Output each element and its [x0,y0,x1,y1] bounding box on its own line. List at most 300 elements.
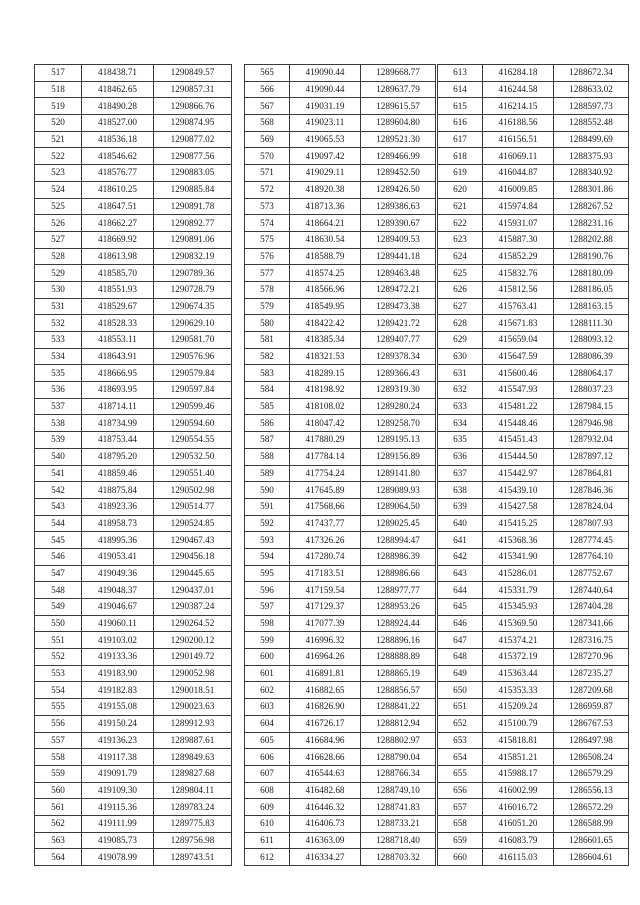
point-number: 577 [245,265,290,282]
table-row [245,98,436,115]
y-coordinate: 1288597.73 [554,98,629,115]
x-coordinate: 416684.96 [290,732,361,749]
table-row [438,65,629,82]
x-coordinate: 418198.92 [290,382,361,399]
table-row [35,332,232,349]
point-number: 660 [438,849,483,866]
y-coordinate: 1286604.61 [554,849,629,866]
y-coordinate: 1288340.92 [554,165,629,182]
x-coordinate: 419065.53 [290,131,361,148]
y-coordinate: 1286556.13 [554,782,629,799]
y-coordinate: 1287764.10 [554,548,629,565]
y-coordinate: 1290874.95 [154,115,232,132]
point-number: 556 [35,715,82,732]
y-coordinate: 1290554.55 [154,432,232,449]
table-row [245,65,436,82]
table-row [438,398,629,415]
x-coordinate: 418462.65 [82,81,154,98]
point-number: 620 [438,181,483,198]
x-coordinate: 416188.56 [483,115,554,132]
x-coordinate: 415442.97 [483,465,554,482]
x-coordinate: 419090.44 [290,65,361,82]
y-coordinate: 1288790.04 [361,749,436,766]
table-row [35,765,232,782]
x-coordinate: 415353.33 [483,682,554,699]
table-row [35,498,232,515]
y-coordinate: 1288190.76 [554,248,629,265]
x-coordinate: 416826.90 [290,699,361,716]
x-coordinate: 416244.58 [483,81,554,98]
x-coordinate: 418553.11 [82,332,154,349]
y-coordinate: 1288977.77 [361,582,436,599]
x-coordinate: 416482.68 [290,782,361,799]
point-number: 584 [245,382,290,399]
point-number: 609 [245,799,290,816]
x-coordinate: 415547.93 [483,382,554,399]
table-row [438,115,629,132]
x-coordinate: 417880.29 [290,432,361,449]
y-coordinate: 1290599.46 [154,398,232,415]
x-coordinate: 418490.28 [82,98,154,115]
y-coordinate: 1290866.76 [154,98,232,115]
x-coordinate: 416334.27 [290,849,361,866]
x-coordinate: 417645.89 [290,482,361,499]
table-row [35,131,232,148]
table-row [35,665,232,682]
y-coordinate: 1290629.10 [154,315,232,332]
y-coordinate: 1288986.39 [361,548,436,565]
table-row [245,398,436,415]
y-coordinate: 1286572.29 [554,799,629,816]
x-coordinate: 417784.14 [290,448,361,465]
table-row [438,832,629,849]
coordinate-table-column-3 [437,64,629,866]
table-row [35,315,232,332]
table-row [35,448,232,465]
point-number: 589 [245,465,290,482]
point-number: 546 [35,548,82,565]
x-coordinate: 417568.66 [290,498,361,515]
point-number: 565 [245,65,290,82]
y-coordinate: 1289521.30 [361,131,436,148]
y-coordinate: 1290594.60 [154,415,232,432]
x-coordinate: 416156.51 [483,131,554,148]
x-coordinate: 415659.04 [483,332,554,349]
point-number: 608 [245,782,290,799]
point-number: 658 [438,815,483,832]
table-row [438,465,629,482]
y-coordinate: 1290387.24 [154,599,232,616]
y-coordinate: 1289025.45 [361,515,436,532]
x-coordinate: 419053.41 [82,548,154,565]
point-number: 614 [438,81,483,98]
point-number: 659 [438,832,483,849]
table-row [438,148,629,165]
table-row [35,715,232,732]
table-row [35,398,232,415]
y-coordinate: 1287846.36 [554,482,629,499]
table-row [245,582,436,599]
table-row [245,115,436,132]
x-coordinate: 416628.66 [290,749,361,766]
point-number: 554 [35,682,82,699]
y-coordinate: 1290877.56 [154,148,232,165]
table-row [35,548,232,565]
point-number: 631 [438,365,483,382]
table-row [438,482,629,499]
table-row [245,298,436,315]
point-number: 650 [438,682,483,699]
table-row [245,415,436,432]
table-row [245,281,436,298]
table-row [35,98,232,115]
table-row [438,215,629,232]
coordinate-table-column-1 [34,64,232,866]
y-coordinate: 1289668.77 [361,65,436,82]
table-row [35,415,232,432]
table-row [35,849,232,866]
x-coordinate: 419117.38 [82,749,154,766]
y-coordinate: 1288802.97 [361,732,436,749]
y-coordinate: 1288953.26 [361,599,436,616]
table-row [438,732,629,749]
x-coordinate: 415341.90 [483,548,554,565]
table-row [438,599,629,616]
table-row [245,465,436,482]
y-coordinate: 1290891.78 [154,198,232,215]
table-row [35,298,232,315]
x-coordinate: 417159.54 [290,582,361,599]
x-coordinate: 418664.21 [290,215,361,232]
point-number: 574 [245,215,290,232]
x-coordinate: 419085.73 [82,832,154,849]
y-coordinate: 1289783.24 [154,799,232,816]
point-number: 529 [35,265,82,282]
x-coordinate: 416115.03 [483,849,554,866]
point-number: 617 [438,131,483,148]
point-number: 600 [245,649,290,666]
point-number: 651 [438,699,483,716]
table-row [438,298,629,315]
table-row [438,799,629,816]
point-number: 538 [35,415,82,432]
x-coordinate: 416446.32 [290,799,361,816]
table-row [438,231,629,248]
point-number: 567 [245,98,290,115]
y-coordinate: 1289604.80 [361,115,436,132]
point-number: 593 [245,532,290,549]
table-row [438,782,629,799]
x-coordinate: 418527.00 [82,115,154,132]
point-number: 563 [35,832,82,849]
table-row [438,615,629,632]
table-row [245,849,436,866]
point-number: 588 [245,448,290,465]
point-number: 585 [245,398,290,415]
point-number: 625 [438,265,483,282]
point-number: 561 [35,799,82,816]
table-row [245,181,436,198]
point-number: 528 [35,248,82,265]
table-row [245,248,436,265]
table-row [438,382,629,399]
point-number: 607 [245,765,290,782]
y-coordinate: 1288163.15 [554,298,629,315]
y-coordinate: 1288856.57 [361,682,436,699]
x-coordinate: 415444.50 [483,448,554,465]
x-coordinate: 415974.84 [483,198,554,215]
table-row [438,432,629,449]
point-number: 544 [35,515,82,532]
x-coordinate: 418995.36 [82,532,154,549]
y-coordinate: 1288180.09 [554,265,629,282]
y-coordinate: 1289756.98 [154,832,232,849]
point-number: 595 [245,565,290,582]
y-coordinate: 1289887.61 [154,732,232,749]
point-number: 592 [245,515,290,532]
point-number: 579 [245,298,290,315]
point-number: 626 [438,281,483,298]
x-coordinate: 418753.44 [82,432,154,449]
table-row [245,815,436,832]
x-coordinate: 418321.53 [290,348,361,365]
y-coordinate: 1290023.63 [154,699,232,716]
y-coordinate: 1290674.35 [154,298,232,315]
table-row [35,582,232,599]
y-coordinate: 1288865.19 [361,665,436,682]
point-number: 637 [438,465,483,482]
y-coordinate: 1286767.53 [554,715,629,732]
x-coordinate: 415481.22 [483,398,554,415]
y-coordinate: 1289280.24 [361,398,436,415]
point-number: 571 [245,165,290,182]
table-row [245,665,436,682]
y-coordinate: 1290524.85 [154,515,232,532]
x-coordinate: 418958.73 [82,515,154,532]
table-row [245,448,436,465]
point-number: 591 [245,498,290,515]
table-row [245,632,436,649]
point-number: 597 [245,599,290,616]
x-coordinate: 416363.09 [290,832,361,849]
y-coordinate: 1290857.31 [154,81,232,98]
table-row [245,682,436,699]
point-number: 657 [438,799,483,816]
x-coordinate: 415763.41 [483,298,554,315]
x-coordinate: 419091.79 [82,765,154,782]
x-coordinate: 418576.77 [82,165,154,182]
x-coordinate: 418585.70 [82,265,154,282]
x-coordinate: 415369.50 [483,615,554,632]
y-coordinate: 1288741.83 [361,799,436,816]
table-row [438,498,629,515]
table-row [245,198,436,215]
table-row [35,432,232,449]
x-coordinate: 415812.56 [483,281,554,298]
point-number: 526 [35,215,82,232]
point-number: 635 [438,432,483,449]
y-coordinate: 1288896.16 [361,632,436,649]
point-number: 628 [438,315,483,332]
table-row [438,332,629,349]
table-row [438,265,629,282]
x-coordinate: 418289.15 [290,365,361,382]
y-coordinate: 1289473.38 [361,298,436,315]
x-coordinate: 418666.95 [82,365,154,382]
table-row [35,732,232,749]
table-row [438,98,629,115]
point-number: 652 [438,715,483,732]
x-coordinate: 419182.83 [82,682,154,699]
x-coordinate: 415818.81 [483,732,554,749]
point-number: 550 [35,615,82,632]
x-coordinate: 415448.46 [483,415,554,432]
x-coordinate: 419090.44 [290,81,361,98]
point-number: 573 [245,198,290,215]
point-number: 524 [35,181,82,198]
table-row [245,131,436,148]
table-row [245,548,436,565]
y-coordinate: 1290832.19 [154,248,232,265]
point-number: 615 [438,98,483,115]
table-row [245,799,436,816]
point-number: 639 [438,498,483,515]
point-number: 624 [438,248,483,265]
point-number: 612 [245,849,290,866]
point-number: 564 [35,849,82,866]
y-coordinate: 1286959.87 [554,699,629,716]
table-row [438,365,629,382]
point-number: 599 [245,632,290,649]
y-coordinate: 1288986.66 [361,565,436,582]
point-number: 525 [35,198,82,215]
y-coordinate: 1288499.69 [554,131,629,148]
point-number: 655 [438,765,483,782]
table-row [35,699,232,716]
table-row [438,649,629,666]
x-coordinate: 417129.37 [290,599,361,616]
y-coordinate: 1287404.28 [554,599,629,616]
table-row [245,348,436,365]
y-coordinate: 1287807.93 [554,515,629,532]
point-number: 613 [438,65,483,82]
x-coordinate: 417077.39 [290,615,361,632]
y-coordinate: 1286497.98 [554,732,629,749]
table-row [35,215,232,232]
x-coordinate: 418588.79 [290,248,361,265]
y-coordinate: 1286588.99 [554,815,629,832]
point-number: 587 [245,432,290,449]
point-number: 559 [35,765,82,782]
x-coordinate: 415100.79 [483,715,554,732]
table-row [35,815,232,832]
table-row [35,532,232,549]
point-number: 621 [438,198,483,215]
point-number: 619 [438,165,483,182]
point-number: 605 [245,732,290,749]
point-number: 649 [438,665,483,682]
x-coordinate: 417754.24 [290,465,361,482]
y-coordinate: 1289441.18 [361,248,436,265]
x-coordinate: 415451.43 [483,432,554,449]
table-row [438,682,629,699]
point-number: 540 [35,448,82,465]
table-row [35,832,232,849]
y-coordinate: 1287864.81 [554,465,629,482]
y-coordinate: 1290579.84 [154,365,232,382]
y-coordinate: 1289743.51 [154,849,232,866]
table-row [438,582,629,599]
point-number: 647 [438,632,483,649]
x-coordinate: 415600.46 [483,365,554,382]
point-number: 535 [35,365,82,382]
y-coordinate: 1290597.84 [154,382,232,399]
point-number: 520 [35,115,82,132]
y-coordinate: 1290200.12 [154,632,232,649]
point-number: 618 [438,148,483,165]
x-coordinate: 418047.42 [290,415,361,432]
table-row [438,348,629,365]
y-coordinate: 1288093.12 [554,332,629,349]
x-coordinate: 418859.46 [82,465,154,482]
x-coordinate: 415427.58 [483,498,554,515]
x-coordinate: 415209.24 [483,699,554,716]
x-coordinate: 419060.11 [82,615,154,632]
table-row [35,482,232,499]
point-number: 532 [35,315,82,332]
y-coordinate: 1288064.17 [554,365,629,382]
point-number: 610 [245,815,290,832]
y-coordinate: 1289452.50 [361,165,436,182]
x-coordinate: 418385.34 [290,332,361,349]
table-row [438,815,629,832]
table-row [438,198,629,215]
table-row [245,332,436,349]
point-number: 534 [35,348,82,365]
table-row [35,649,232,666]
y-coordinate: 1288994.47 [361,532,436,549]
y-coordinate: 1289089.93 [361,482,436,499]
table-row [35,81,232,98]
x-coordinate: 416406.73 [290,815,361,832]
y-coordinate: 1289319.30 [361,382,436,399]
x-coordinate: 418875.84 [82,482,154,499]
y-coordinate: 1288186.05 [554,281,629,298]
point-number: 551 [35,632,82,649]
y-coordinate: 1289849.63 [154,749,232,766]
x-coordinate: 418647.51 [82,198,154,215]
y-coordinate: 1290885.84 [154,181,232,198]
table-row [35,348,232,365]
table-row [35,632,232,649]
point-number: 533 [35,332,82,349]
table-row [438,765,629,782]
table-row [438,81,629,98]
y-coordinate: 1290514.77 [154,498,232,515]
y-coordinate: 1289409.53 [361,231,436,248]
y-coordinate: 1288672.34 [554,65,629,82]
point-number: 572 [245,181,290,198]
x-coordinate: 415931.07 [483,215,554,232]
y-coordinate: 1289141.80 [361,465,436,482]
y-coordinate: 1287932.04 [554,432,629,449]
x-coordinate: 418713.36 [290,198,361,215]
table-row [245,215,436,232]
point-number: 578 [245,281,290,298]
y-coordinate: 1287984.15 [554,398,629,415]
y-coordinate: 1288633.02 [554,81,629,98]
x-coordinate: 418693.95 [82,382,154,399]
